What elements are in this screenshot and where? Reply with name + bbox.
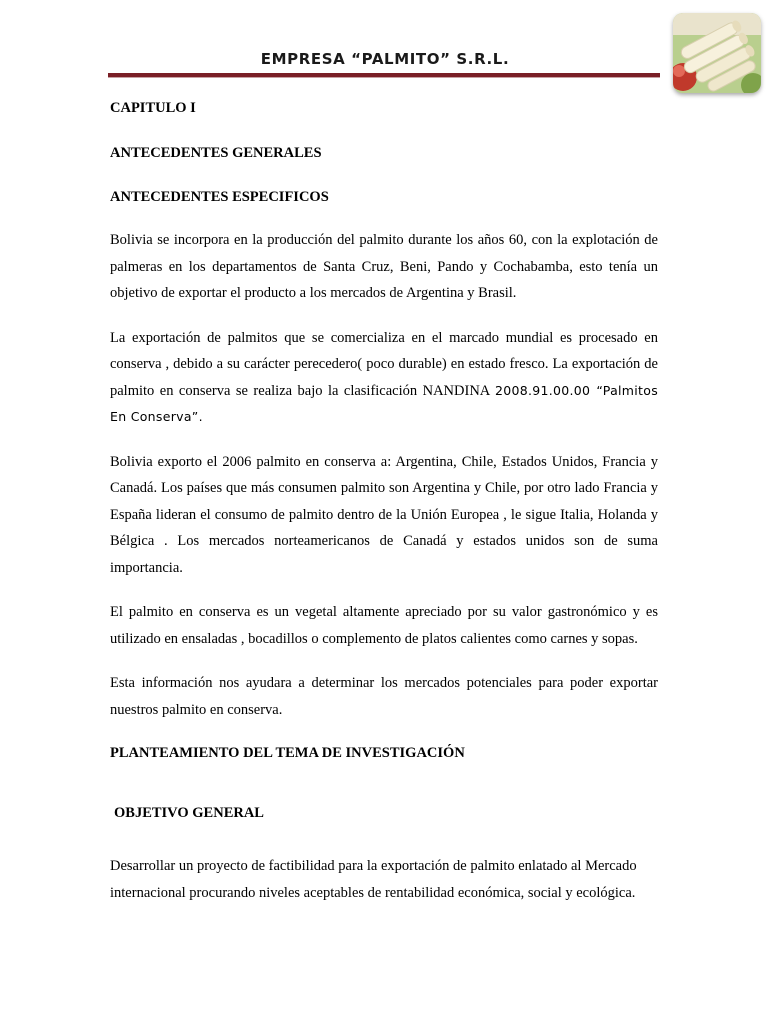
header-title: EMPRESA “PALMITO” S.R.L. <box>260 50 510 68</box>
palm-hearts-photo-icon <box>673 13 761 93</box>
paragraph-5: Esta información nos ayudara a determinar los mercados potenciales para poder exportar nuestros palmito en conserva. <box>110 675 658 718</box>
paragraph-1: Bolivia se incorpora en la producción del palmito durante los años 60, con la explotación de palmeras en los departamentos de Santa Cruz, Beni, Pando y Cochabamba, esto tenía un objetivo de exportar el producto a los mercados de Argentina y Brasil. <box>110 232 658 301</box>
paragraph-2 <box>110 325 658 431</box>
section-heading-antecedentes-especificos: ANTECEDENTES ESPECIFICOS <box>110 189 329 205</box>
chapter-heading: CAPITULO I <box>110 100 196 116</box>
section-heading-antecedentes-generales: ANTECEDENTES GENERALES <box>110 145 322 161</box>
paragraph-4: El palmito en conserva es un vegetal altamente apreciado por su valor gastronómico y es utilizado en ensaladas , bocadillos o complemento de platos calientes como carnes y sopas. <box>110 604 658 647</box>
header-divider <box>108 73 660 78</box>
paragraph-3: Bolivia exporto el 2006 palmito en conserva a: Argentina, Chile, Estados Unidos, Francia y Canadá. Los países que más consumen palmito son Argentina y Chile, por otro lado Francia y España lideran el consumo de palmito dentro de la Unión Europea , le sigue Italia, Holanda y Bélgica . Los mercados norteamericanos de Canadá y estados unidos son de suma importancia. <box>110 453 658 576</box>
section-heading-planteamiento: PLANTEAMIENTO DEL TEMA DE INVESTIGACIÓN <box>110 745 465 761</box>
paragraph-6: Desarrollar un proyecto de factibilidad para la exportación de palmito enlatado al Mercado internacional procurando niveles aceptables de rentabilidad económica, social y ecológica. <box>110 858 637 901</box>
paragraph-2-text: La exportación de palmitos que se comercializa en el marcado mundial es procesado en conserva , debido a su carácter perecedero( poco durable) en estado fresco. La exportación de palmito en conserva se realiza bajo la clasificación NANDINA <box>110 329 658 399</box>
section-heading-objetivo-general: OBJETIVO GENERAL <box>114 805 264 821</box>
nandina-code: 2008.91.00.00 “Palmitos En Conserva”. <box>110 382 659 424</box>
document-body <box>110 98 658 906</box>
